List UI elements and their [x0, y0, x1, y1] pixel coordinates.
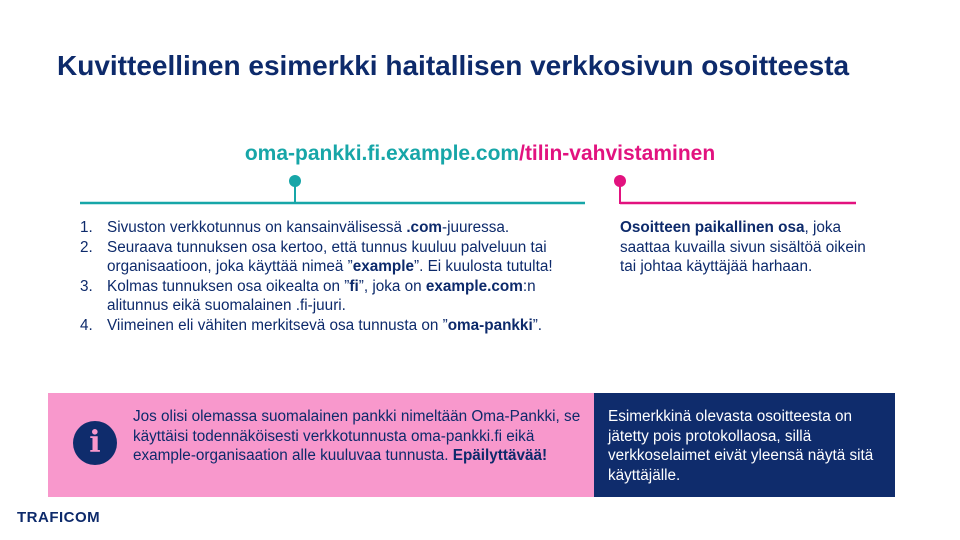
list-item: [80, 316, 600, 336]
item-number: 4.: [80, 316, 93, 334]
list-item: [80, 277, 600, 316]
slide-title: Kuvitteellinen esimerkki haitallisen verkkosivun osoitteesta: [57, 50, 850, 81]
item-text: Kolmas tunnuksen osa oikealta on ”fi”, joka on example.com:n alitunnus eikä suomalainen .fi-juuri.: [107, 277, 536, 315]
path-explanation-heading: Osoitteen paikallinen osa: [620, 219, 805, 236]
domain-explanation-list: [80, 218, 600, 336]
path-explanation: [620, 218, 880, 277]
url-domain: oma-pankki.fi.example.com: [244, 142, 520, 165]
path-pin: [614, 175, 856, 204]
item-text: Viimeinen eli vähiten merkitsevä osa tunnusta on ”oma-pankki”.: [107, 316, 543, 334]
traficom-logo: TRAFICOM: [17, 509, 101, 526]
url-connector-lines: [0, 0, 960, 220]
info-callout-text: Jos olisi olemassa suomalainen pankki nimeltään Oma-Pankki, se käyttäisi todennäköisesti verkkotunnusta oma-pankki.fi eikä example-organisaation alle kuuluvaa tunnusta. Epäilyttävää!: [133, 408, 581, 465]
item-number: 1.: [80, 219, 93, 236]
list-item: [80, 218, 600, 238]
list-item: [80, 238, 600, 277]
protocol-note: [594, 393, 895, 497]
info-icon: i: [73, 421, 117, 465]
item-number: 3.: [80, 277, 93, 295]
url-path: /tilin-vahvistaminen: [519, 142, 716, 165]
path-explanation-text: , joka saattaa kuvailla sivun sisältöä oikein tai johtaa käyttäjää harhaan.: [620, 219, 866, 276]
domain-pin: [80, 175, 585, 203]
item-number: 2.: [80, 238, 93, 256]
item-text: Sivuston verkkotunnus on kansainvälisessä .com-juuressa.: [107, 219, 510, 236]
protocol-note-text: Esimerkkinä olevasta osoitteesta on jätetty pois protokollaosa, sillä verkkoselaimet eivät yleensä näytä sitä käyttäjälle.: [608, 408, 874, 484]
info-callout: [48, 393, 594, 497]
item-text: Seuraava tunnuksen osa kertoo, että tunnus kuuluu palveluun tai organisaatioon, joka käyttää nimeä ”example”. Ei kuulosta tutulta!: [107, 238, 553, 276]
